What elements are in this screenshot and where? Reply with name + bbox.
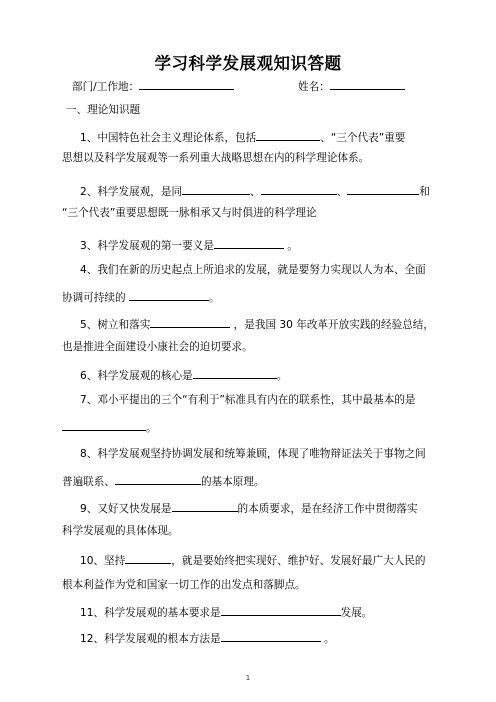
answer-blank[interactable] <box>150 316 230 328</box>
question-6: 6、科学发展观的核心是 。 <box>80 367 287 383</box>
name-blank[interactable] <box>330 78 405 90</box>
question-7-line-1: 7、邓小平提出的三个“有利于”标准具有内在的联系性，其中最基本的是 <box>80 394 416 406</box>
question-2-line-2: “三个代表”重要思想既一脉相承又与时俱进的科学理论 <box>62 207 317 219</box>
answer-blank[interactable] <box>261 183 337 195</box>
question-8-line-2: 普遍联系、 的基本原理。 <box>62 473 265 489</box>
department-field <box>72 78 234 94</box>
department-label: 部门/工作地： <box>72 81 140 93</box>
answer-blank[interactable] <box>125 552 171 564</box>
question-12: 12、科学发展观的根本方法是 。 <box>80 630 335 646</box>
answer-blank[interactable] <box>214 237 284 249</box>
answer-blank[interactable] <box>182 183 250 195</box>
answer-blank[interactable] <box>221 604 341 616</box>
section-title: 一、理论知识题 <box>66 104 141 116</box>
question-1-line-1: 1、中国特色社会主义理论体系，包括 、“三个代表”重要 <box>80 129 405 145</box>
question-5-line-1: 5、树立和落实 ，是我国 30 年改革开放实践的经验总结， <box>80 316 434 332</box>
question-4-line-2: 协调可持续的 。 <box>62 289 220 305</box>
question-7-line-2: 。 <box>62 419 157 435</box>
department-blank[interactable] <box>139 78 234 90</box>
answer-blank[interactable] <box>193 367 277 379</box>
page-number: 1 <box>245 674 251 682</box>
answer-blank[interactable] <box>172 500 238 512</box>
question-10-line-1: 10、坚持 ，就是要始终把实现好、维护好、发展好最广大人民的 <box>80 552 426 568</box>
name-label: 姓名： <box>298 81 330 93</box>
answer-blank[interactable] <box>256 129 320 141</box>
answer-blank[interactable] <box>115 473 201 485</box>
question-1-line-2: 思想以及科学发展观等一系列重大战略思想在内的科学理论体系。 <box>62 152 370 164</box>
answer-blank[interactable] <box>129 289 209 301</box>
question-9-line-1: 9、又好又快发展是 的本质要求，是在经济工作中贯彻落实 <box>80 500 418 516</box>
answer-blank[interactable] <box>221 630 321 642</box>
question-10-line-2: 根本利益作为党和国家一切工作的出发点和落脚点。 <box>62 579 306 591</box>
question-3: 3、科学发展观的第一要义是 。 <box>80 237 298 253</box>
name-field <box>298 78 405 94</box>
question-5-line-2: 也是推进全面建设小康社会的迫切要求。 <box>62 341 253 353</box>
question-8-line-1: 8、科学发展观坚持协调发展和统筹兼顾，体现了唯物辩证法关于事物之间 <box>80 448 426 460</box>
question-2-line-1: 2、科学发展观，是同 、 、 和 <box>80 183 430 199</box>
question-11: 11、科学发展观的基本要求是 发展。 <box>80 604 372 620</box>
answer-blank[interactable] <box>62 419 146 431</box>
document-title: 学习科学发展观知识答题 <box>154 54 342 73</box>
question-4-line-1: 4、我们在新的历史起点上所追求的发展，就是要努力实现以人为本、全面 <box>80 264 426 276</box>
answer-blank[interactable] <box>347 183 419 195</box>
question-9-line-2: 科学发展观的具体体现。 <box>62 525 179 537</box>
